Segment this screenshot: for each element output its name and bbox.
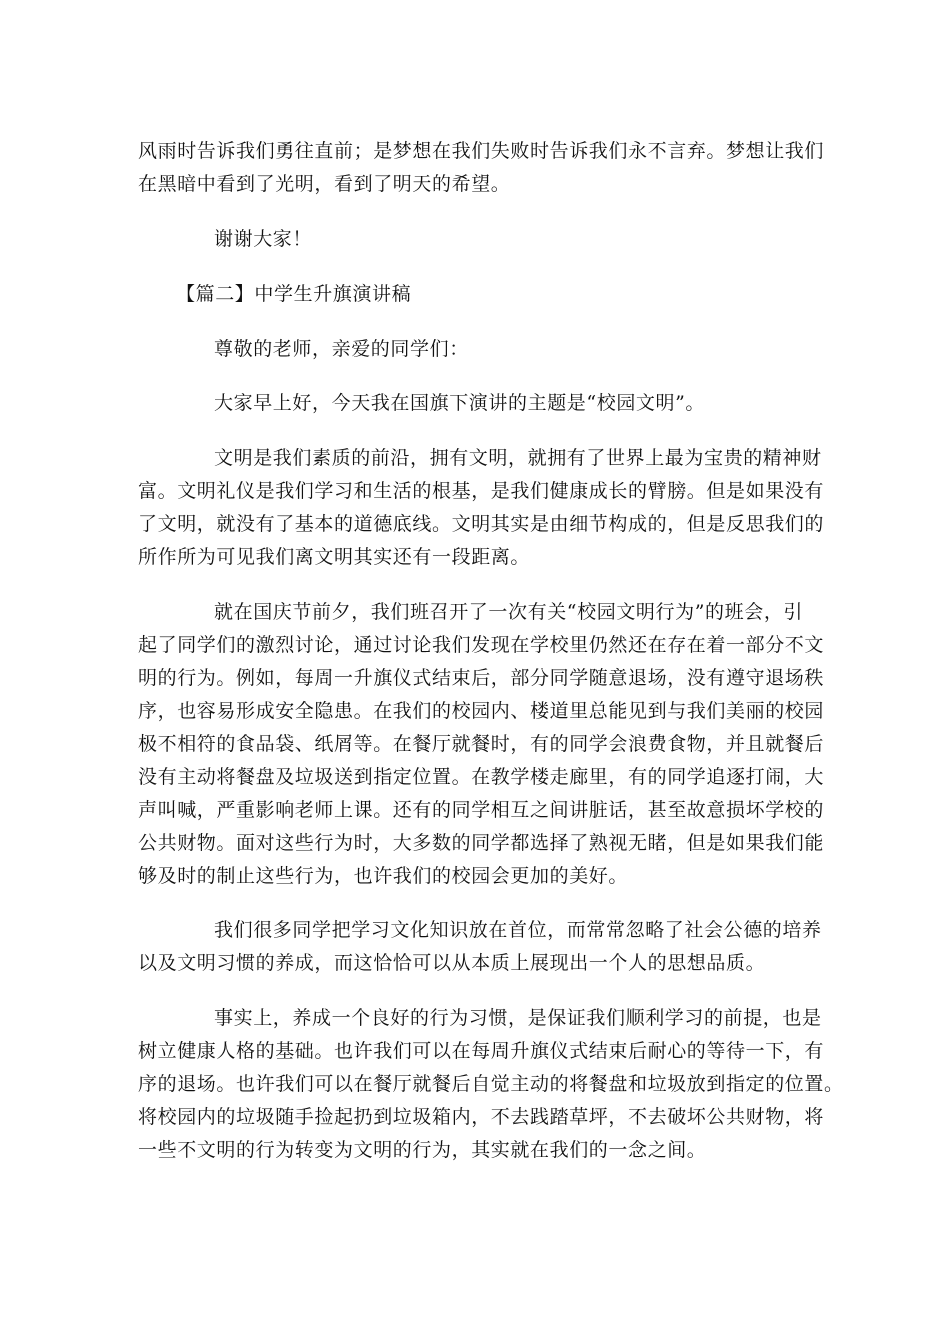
text-line: 极不相符的食品袋、纸屑等。在餐厅就餐时，有的同学会浪费食物，并且就餐后 xyxy=(138,733,825,755)
text-line: 够及时的制止这些行为，也许我们的校园会更加的美好。 xyxy=(138,865,629,887)
text-line: 了文明，就没有了基本的道德底线。文明其实是由细节构成的，但是反思我们的 xyxy=(138,513,825,535)
text-line: 明的行为。例如，每周一升旗仪式结束后，部分同学随意退场，没有遵守退场秩 xyxy=(138,667,825,689)
text-line: 富。文明礼仪是我们学习和生活的根基，是我们健康成长的臂膀。但是如果没有 xyxy=(138,480,825,502)
salutation: 尊敬的老师，亲爱的同学们： xyxy=(214,338,469,360)
text-line: 我们很多同学把学习文化知识放在首位，而常常忽略了社会公德的培养 xyxy=(214,919,822,941)
text-line: 文明是我们素质的前沿，拥有文明，就拥有了世界上最为宝贵的精神财 xyxy=(214,447,822,469)
section-heading: 【篇二】中学生升旗演讲稿 xyxy=(176,283,412,305)
text-line: 风雨时告诉我们勇往直前；是梦想在我们失败时告诉我们永不言弃。梦想让我们 xyxy=(138,140,825,162)
text-line: 以及文明习惯的养成，而这恰恰可以从本质上展现出一个人的思想品质。 xyxy=(138,952,766,974)
text-line: 公共财物。面对这些行为时，大多数的同学都选择了熟视无睹，但是如果我们能 xyxy=(138,832,825,854)
closing-remark: 谢谢大家！ xyxy=(214,228,313,250)
text-line: 事实上，养成一个良好的行为习惯，是保证我们顺利学习的前提，也是 xyxy=(214,1007,822,1029)
text-line: 所作所为可见我们离文明其实还有一段距离。 xyxy=(138,546,531,568)
greeting: 大家早上好，今天我在国旗下演讲的主题是“校园文明”。 xyxy=(214,392,706,414)
text-line: 声叫喊，严重影响老师上课。还有的同学相互之间讲脏话，甚至故意损坏学校的 xyxy=(138,799,825,821)
text-line: 将校园内的垃圾随手捡起扔到垃圾箱内，不去践踏草坪，不去破坏公共财物，将 xyxy=(138,1106,825,1128)
text-line: 一些不文明的行为转变为文明的行为，其实就在我们的一念之间。 xyxy=(138,1139,707,1161)
text-line: 没有主动将餐盘及垃圾送到指定位置。在教学楼走廊里，有的同学追逐打闹，大 xyxy=(138,766,825,788)
text-line: 序，也容易形成安全隐患。在我们的校园内、楼道里总能见到与我们美丽的校园 xyxy=(138,700,825,722)
text-line: 在黑暗中看到了光明，看到了明天的希望。 xyxy=(138,173,511,195)
text-line: 就在国庆节前夕，我们班召开了一次有关“校园文明行为”的班会，引 xyxy=(214,601,804,623)
text-line: 序的退场。也许我们可以在餐厅就餐后自觉主动的将餐盘和垃圾放到指定的位置。 xyxy=(138,1073,844,1095)
text-line: 起了同学们的激烈讨论，通过讨论我们发现在学校里仍然还在存在着一部分不文 xyxy=(138,634,825,656)
text-line: 树立健康人格的基础。也许我们可以在每周升旗仪式结束后耐心的等待一下，有 xyxy=(138,1040,825,1062)
